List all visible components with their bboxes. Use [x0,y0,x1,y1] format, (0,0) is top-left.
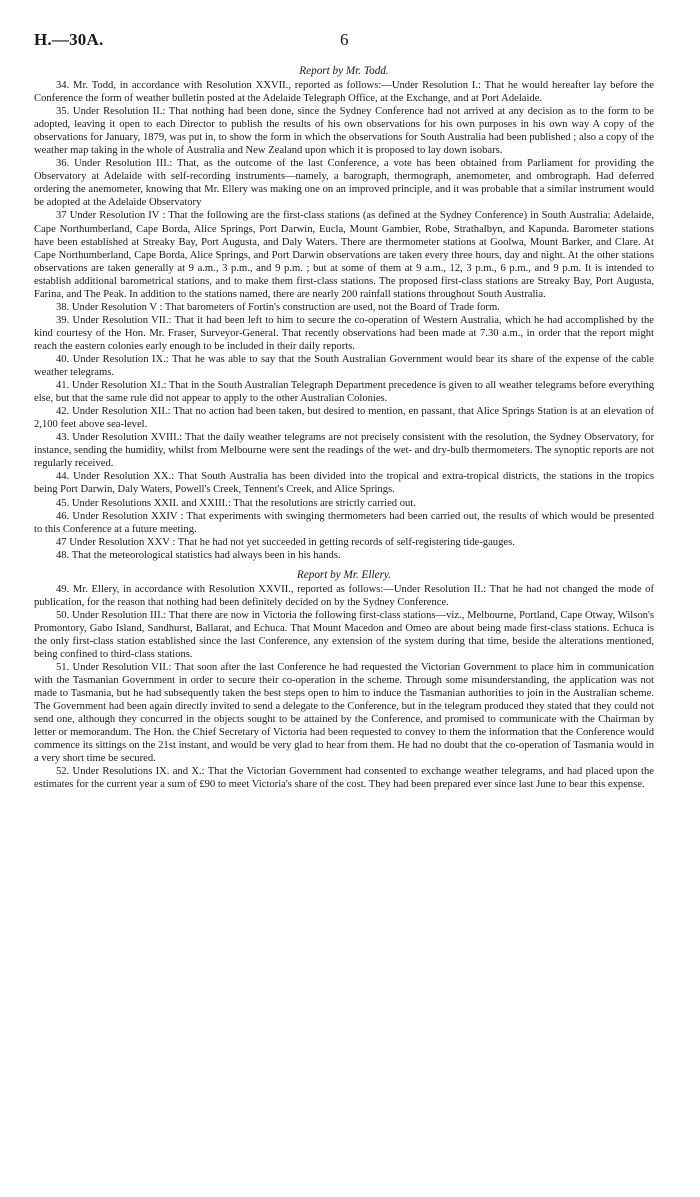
numbered-paragraph: 39. Under Resolution VII.: That it had been left to him to secure the co-operation of Western Australia, which he had accomplished by the kind courtesy of the Hon. Mr. Fraser, Surveyor-General. That recently observations had been made at 7.30 a.m., in order that the report might reach the eastern colonies early enough to be included in their daily reports. [34,314,654,352]
numbered-paragraph: 52. Under Resolutions IX. and X.: That the Victorian Government had consented to exchange weather telegrams, and had placed upon the estimates for the current year a sum of £90 to meet Victoria's share of the cost. They had been prepared ever since last June to bear this expense. [34,766,654,791]
numbered-paragraph: 46. Under Resolution XXIV : That experiments with swinging thermometers had been carried out, the results of which would be presented to this Conference at a future meeting. [34,510,654,535]
numbered-paragraph: 34. Mr. Todd, in accordance with Resolution XXVII., reported as follows:—Under Resolution I.: That he would hereafter lay before the Conference the form of weather bulletin posted at the Adelaide Telegraph Office, at the Exchange, and at Port Adelaide. [34,80,654,105]
numbered-paragraph: 49. Mr. Ellery, in accordance with Resolution XXVII., reported as follows:—Under Resolution II.: That he had not changed the mode of publication, for the reason that nothing had been definitely decided on by the Sydney Conference. [34,583,654,608]
document-identifier: H.—30A. [34,30,104,49]
report-section [34,568,654,792]
numbered-paragraph: 41. Under Resolution XI.: That in the South Australian Telegraph Department precedence is given to all weather telegrams before everything else, but that the same rule did not appear to apply to the other Australian Colonies. [34,380,654,405]
numbered-paragraph: 50. Under Resolution III.: That there are now in Victoria the following first-class stations—viz., Melbourne, Portland, Cape Otway, Wilson's Promontory, Gabo Island, Sandhurst, Ballarat, and Echuca. That Mount Macedon and Omeo are about being made first-class stations. Echuca is the only first-class station established since the last Conference, any extension of the system during that time, beside the alterations mentioned, being confined to third-class stations. [34,609,654,660]
page-number: 6 [340,30,349,49]
numbered-paragraph: 45. Under Resolutions XXII. and XXIII.: That the resolutions are strictly carried out. [56,497,416,509]
numbered-paragraph: 35. Under Resolution II.: That nothing had been done, since the Sydney Conference had not arrived at any decision as to the form to be adopted, leaving it open to each Director to publish the results of his own observations for his own purposes in his own way A copy of the observations for January, 1879, was put in, to show the form in which the observations for South Australia had been published ; also a copy of the weather map taking in the whole of Australia and New Zealand upon which it is proposed to lay down isobars. [34,106,654,157]
numbered-paragraph: 43. Under Resolution XVIII.: That the daily weather telegrams are not precisely consistent with the resolution, the Sydney Observatory, for instance, sending the humidity, whilst from Melbourne were sent the readings of the wet- and dry-bulb thermometers. The synoptic reports are not regularly received. [34,432,654,470]
numbered-paragraph: 42. Under Resolution XII.: That no action had been taken, but desired to mention, en passant, that Alice Springs Station is at an elevation of 2,100 feet above sea-level. [34,406,654,431]
numbered-paragraph: 44. Under Resolution XX.: That South Australia has been divided into the tropical and extra-tropical districts, the stations in the tropics being Port Darwin, Daly Waters, Powell's Creek, Tennent's Creek, and Alice Springs. [34,471,654,496]
numbered-paragraph: 47 Under Resolution XXV : That he had not yet succeeded in getting records of self-registering tide-gauges. [56,536,515,548]
report-section [34,64,654,562]
section-heading: Report by Mr. Ellery. [296,568,392,581]
numbered-paragraph: 51. Under Resolution VII.: That soon after the last Conference he had requested the Victorian Government to place him in communication with the Tasmanian Government in order to secure their co-operation in the scheme. Through some misunderstanding, the application was not made to Tasmania, but he had subsequently taken the best steps open to him to induce the Tasmanian authorities to join in the Australian scheme. The Government had been again directly invited to send a delegate to the Conference, but in the telegram produced they stated that they could not send one, although they concurred in the objects sought to be attained by the Conference, and promised to communicate with the Chairman by letter or memorandum. The Hon. the Chief Secretary of Victoria had been requested to convey to them the information that the Conference would commence its sittings on the 21st instant, and would be very glad to hear from them. He had no doubt that the co-operation of Tasmania would in a very short time be secured. [34,662,654,765]
numbered-paragraph: 36. Under Resolution III.: That, as the outcome of the last Conference, a vote has been obtained from Parliament for providing the Observatory at Adelaide with self-recording instruments—namely, a barograph, thermograph, anemometer, and ombrograph. Had deferred ordering the anemometer, knowing that Mr. Ellery was making one on an improved principle, and it was probable that a similar instrument would be adopted at the Adelaide Observatory [34,158,654,209]
numbered-paragraph: 38. Under Resolution V : That barometers of Fortin's construction are used, not the Board of Trade form. [56,301,500,313]
numbered-paragraph: 37 Under Resolution IV : That the following are the first-class stations (as defined at the Sydney Conference) in South Australia: Adelaide, Cape Northumberland, Cape Borda, Alice Springs, Port Darwin, Eucla, Mount Gambier, Robe, Strathalbyn, and Kapunda. Barometer stations have been established at Streaky Bay, Port Augusta, and Daly Waters. There are thermometer stations at Goolwa, Mount Barker, and Clare. At Cape Northumberland, Cape Borda, Alice Springs, and Port Darwin observations are taken every three hours, day and night. At the other stations observations are taken generally at 9 a.m., 3 p.m., and 9 p.m. ; but at some of them at 9 a.m., 12, 3 p.m., 6 p.m., and 9 p.m. It is intended to establish additional barometrical stations, and to make them first-class stations. The proposed first-class stations are Streaky Bay, Port Augusta, Farina, and The Peak. In addition to the stations named, there are nearly 200 rainfall stations throughout South Australia. [34,210,654,300]
page-header [34,30,654,58]
document-body [34,64,654,791]
numbered-paragraph: 48. That the meteorological statistics had always been in his hands. [56,549,341,561]
numbered-paragraph: 40. Under Resolution IX.: That he was able to say that the South Australian Government would bear its share of the expense of the cable weather telegrams. [34,353,654,379]
section-heading: Report by Mr. Todd. [299,65,389,77]
